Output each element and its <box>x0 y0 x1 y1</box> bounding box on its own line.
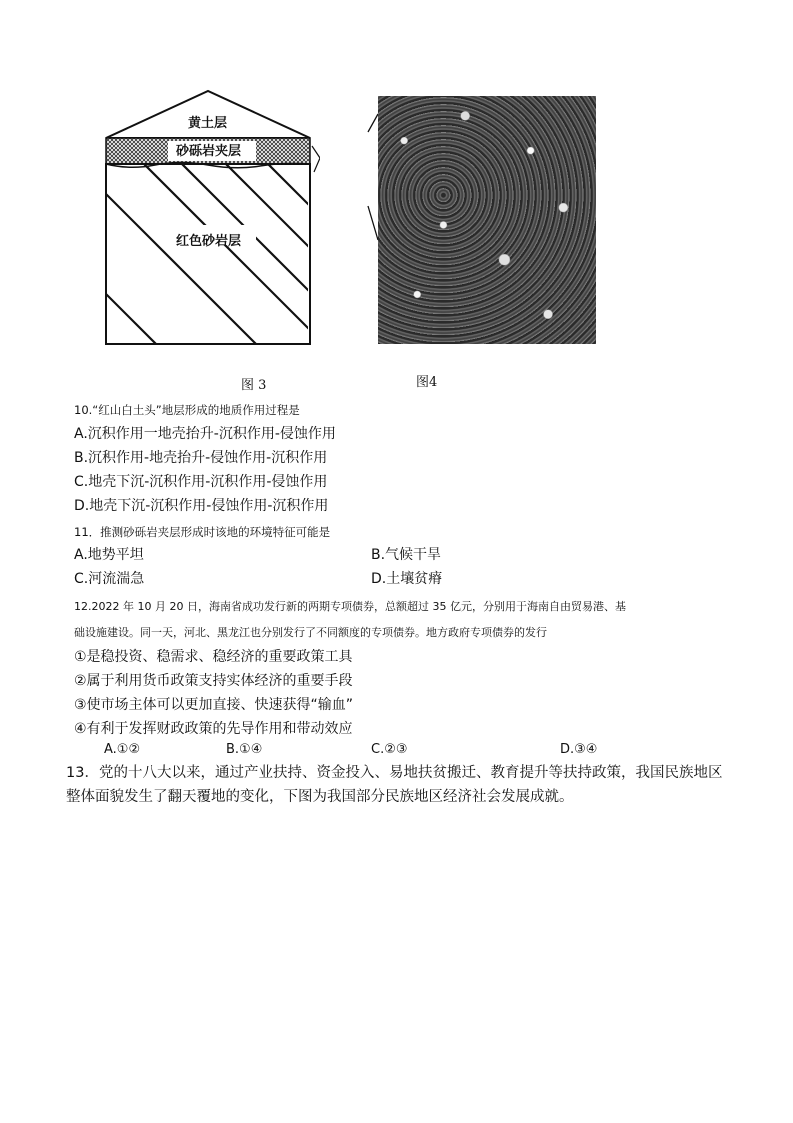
question-10-stem: 10.“红山白土头”地层形成的地质作用过程是 <box>74 403 300 417</box>
question-10-option-b: B.沉积作用-地壳抬升-侵蚀作用-沉积作用 <box>74 450 328 466</box>
question-12-option-d: D.③④ <box>560 742 598 757</box>
figure-4-caption: 图4 <box>416 375 438 390</box>
question-12-option-c: C.②③ <box>371 742 408 757</box>
question-12-statement-2: ②属于利用货币政策支持实体经济的重要手段 <box>74 673 353 689</box>
question-13-line-1: 13．党的十八大以来，通过产业扶持、资金投入、易地扶贫搬迁、教育提升等扶持政策，我国民族地区 <box>66 765 723 781</box>
question-12-option-a: A.①② <box>104 742 141 757</box>
question-10-option-d: D.地壳下沉-沉积作用-侵蚀作用-沉积作用 <box>74 498 329 514</box>
question-10-option-c: C.地壳下沉-沉积作用-沉积作用-侵蚀作用 <box>74 474 328 490</box>
layer-label-loess: 黄土层 <box>188 116 228 131</box>
figure-4-photo <box>378 96 596 344</box>
question-12-statement-1: ①是稳投资、稳需求、稳经济的重要政策工具 <box>74 649 353 665</box>
question-12-statement-3: ③使市场主体可以更加直接、快速获得“输血” <box>74 697 354 713</box>
layer-label-conglomerate: 砂砾岩夹层 <box>176 144 242 159</box>
question-11-option-d: D.土壤贫瘠 <box>371 571 443 587</box>
figure-3-caption: 图 3 <box>241 378 267 393</box>
question-10-option-a: A.沉积作用一地壳抬升-沉积作用-侵蚀作用 <box>74 426 336 442</box>
question-11-option-b: B.气候干旱 <box>371 547 442 563</box>
question-12-stem-line-1: 12.2022 年 10 月 20 日，海南省成功发行新的两期专项债券，总额超过 35 亿元，分别用于海南自由贸易港、基 <box>74 600 626 613</box>
question-11-option-c: C.河流湍急 <box>74 571 145 587</box>
question-11-stem: 11．推测砂砾岩夹层形成时该地的环境特征可能是 <box>74 525 331 539</box>
question-13-line-2: 整体面貌发生了翻天覆地的变化，下图为我国部分民族地区经济社会发展成就。 <box>66 789 574 805</box>
question-12-statement-4: ④有利于发挥财政政策的先导作用和带动效应 <box>74 721 353 737</box>
question-11-option-a: A.地势平坦 <box>74 547 144 563</box>
question-12-stem-line-2: 础设施建设。同一天，河北、黑龙江也分别发行了不同额度的专项债券。地方政府专项债券的发行 <box>74 626 547 639</box>
layer-label-red-sandstone: 红色砂岩层 <box>176 234 242 249</box>
question-12-option-b: B.①④ <box>226 742 263 757</box>
